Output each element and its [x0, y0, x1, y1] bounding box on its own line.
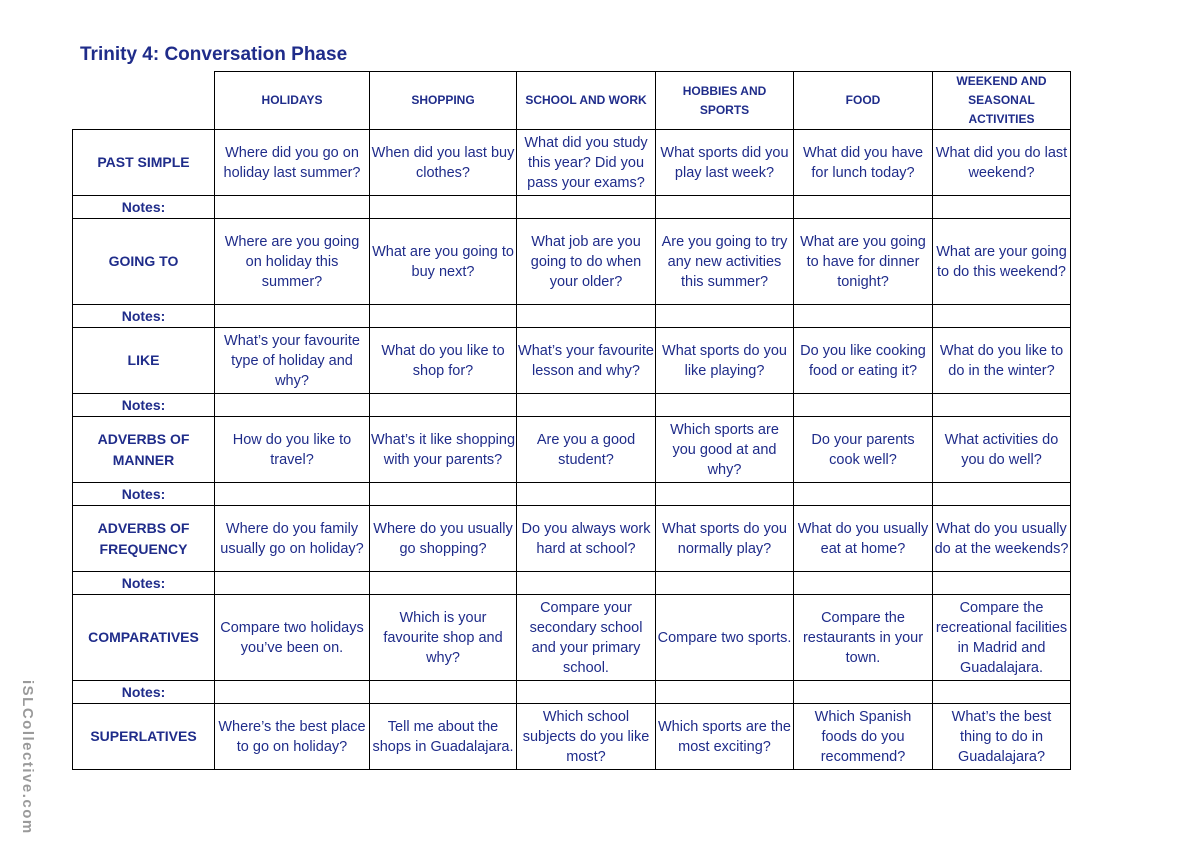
question-cell: Which Spanish foods do you recommend?	[794, 704, 933, 770]
notes-cell[interactable]	[517, 305, 656, 328]
column-header-school-and-work: SCHOOL AND WORK	[517, 72, 656, 130]
notes-row	[73, 681, 1071, 704]
notes-cell[interactable]	[215, 483, 370, 506]
question-cell: Where do you usually go shopping?	[370, 506, 517, 572]
question-cell: Do you like cooking food or eating it?	[794, 328, 933, 394]
notes-cell[interactable]	[517, 483, 656, 506]
notes-cell[interactable]	[656, 483, 794, 506]
notes-cell[interactable]	[370, 572, 517, 595]
question-cell: What sports do you like playing?	[656, 328, 794, 394]
notes-cell[interactable]	[794, 572, 933, 595]
question-cell: Do you always work hard at school?	[517, 506, 656, 572]
question-cell: Which sports are the most exciting?	[656, 704, 794, 770]
question-cell: Which sports are you good at and why?	[656, 417, 794, 483]
question-cell: What are your going to do this weekend?	[933, 219, 1071, 305]
notes-cell[interactable]	[933, 305, 1071, 328]
question-cell: What’s the best thing to do in Guadalajara?	[933, 704, 1071, 770]
notes-cell[interactable]	[370, 196, 517, 219]
question-cell: What job are you going to do when your older?	[517, 219, 656, 305]
question-cell: What’s your favourite type of holiday and why?	[215, 328, 370, 394]
table-row	[73, 328, 1071, 394]
notes-cell[interactable]	[794, 681, 933, 704]
notes-row	[73, 483, 1071, 506]
notes-cell[interactable]	[517, 394, 656, 417]
question-cell: Where are you going on holiday this summer?	[215, 219, 370, 305]
question-cell: Tell me about the shops in Guadalajara.	[370, 704, 517, 770]
notes-cell[interactable]	[215, 305, 370, 328]
row-header-going-to: GOING TO	[73, 219, 215, 305]
question-cell: Compare two sports.	[656, 595, 794, 681]
conversation-table	[72, 71, 1071, 770]
column-header-weekend: WEEKEND AND SEASONAL ACTIVITIES	[933, 72, 1071, 130]
question-cell: How do you like to travel?	[215, 417, 370, 483]
notes-label: Notes:	[73, 681, 215, 704]
notes-cell[interactable]	[794, 483, 933, 506]
question-cell: Compare the restaurants in your town.	[794, 595, 933, 681]
table-row	[73, 219, 1071, 305]
question-cell: Compare two holidays you’ve been on.	[215, 595, 370, 681]
notes-cell[interactable]	[215, 572, 370, 595]
notes-cell[interactable]	[794, 305, 933, 328]
row-header-past-simple: PAST SIMPLE	[73, 130, 215, 196]
question-cell: What’s it like shopping with your parents?	[370, 417, 517, 483]
question-cell: What sports did you play last week?	[656, 130, 794, 196]
notes-cell[interactable]	[517, 196, 656, 219]
question-cell: What do you like to shop for?	[370, 328, 517, 394]
question-cell: What’s your favourite lesson and why?	[517, 328, 656, 394]
notes-cell[interactable]	[794, 196, 933, 219]
row-header-comparatives: COMPARATIVES	[73, 595, 215, 681]
table-row	[73, 417, 1071, 483]
question-cell: What do you usually do at the weekends?	[933, 506, 1071, 572]
notes-cell[interactable]	[370, 305, 517, 328]
table-row	[73, 595, 1071, 681]
notes-cell[interactable]	[933, 681, 1071, 704]
notes-row	[73, 196, 1071, 219]
question-cell: What activities do you do well?	[933, 417, 1071, 483]
notes-cell[interactable]	[656, 572, 794, 595]
table-row	[73, 704, 1071, 770]
notes-cell[interactable]	[370, 681, 517, 704]
question-cell: Where do you family usually go on holiday?	[215, 506, 370, 572]
notes-cell[interactable]	[215, 394, 370, 417]
question-cell: What sports do you normally play?	[656, 506, 794, 572]
notes-label: Notes:	[73, 483, 215, 506]
notes-label: Notes:	[73, 572, 215, 595]
watermark-text: iSLCollective.com	[19, 680, 36, 835]
corner-cell	[73, 72, 215, 130]
column-header-food: FOOD	[794, 72, 933, 130]
column-header-holidays: HOLIDAYS	[215, 72, 370, 130]
question-cell: Compare the recreational facilities in Madrid and Guadalajara.	[933, 595, 1071, 681]
notes-cell[interactable]	[656, 394, 794, 417]
notes-cell[interactable]	[215, 196, 370, 219]
row-header-adverbs-of-frequency: ADVERBS OF FREQUENCY	[73, 506, 215, 572]
notes-cell[interactable]	[656, 305, 794, 328]
notes-row	[73, 305, 1071, 328]
notes-row	[73, 394, 1071, 417]
question-cell: What did you have for lunch today?	[794, 130, 933, 196]
question-cell: Do your parents cook well?	[794, 417, 933, 483]
notes-cell[interactable]	[933, 394, 1071, 417]
column-header-shopping: SHOPPING	[370, 72, 517, 130]
notes-row	[73, 572, 1071, 595]
notes-cell[interactable]	[656, 681, 794, 704]
question-cell: When did you last buy clothes?	[370, 130, 517, 196]
notes-cell[interactable]	[794, 394, 933, 417]
table-row	[73, 506, 1071, 572]
question-cell: Where’s the best place to go on holiday?	[215, 704, 370, 770]
question-cell: What do you usually eat at home?	[794, 506, 933, 572]
question-cell: Are you a good student?	[517, 417, 656, 483]
notes-cell[interactable]	[933, 572, 1071, 595]
question-cell: Are you going to try any new activities this summer?	[656, 219, 794, 305]
question-cell: What do you like to do in the winter?	[933, 328, 1071, 394]
question-cell: What did you study this year? Did you pass your exams?	[517, 130, 656, 196]
question-cell: Where did you go on holiday last summer?	[215, 130, 370, 196]
question-cell: What are you going to buy next?	[370, 219, 517, 305]
notes-cell[interactable]	[215, 681, 370, 704]
question-cell: Which is your favourite shop and why?	[370, 595, 517, 681]
row-header-like: LIKE	[73, 328, 215, 394]
notes-cell[interactable]	[370, 394, 517, 417]
notes-label: Notes:	[73, 196, 215, 219]
notes-label: Notes:	[73, 394, 215, 417]
row-header-superlatives: SUPERLATIVES	[73, 704, 215, 770]
watermark	[8, 680, 44, 840]
question-cell: What did you do last weekend?	[933, 130, 1071, 196]
table-row	[73, 130, 1071, 196]
page-title: Trinity 4: Conversation Phase	[80, 44, 348, 65]
notes-cell[interactable]	[933, 196, 1071, 219]
header-row	[73, 72, 1071, 130]
column-header-hobbies-and-sports: HOBBIES AND SPORTS	[656, 72, 794, 130]
notes-cell[interactable]	[517, 572, 656, 595]
notes-cell[interactable]	[933, 483, 1071, 506]
question-cell: Compare your secondary school and your primary school.	[517, 595, 656, 681]
question-cell: What are you going to have for dinner tonight?	[794, 219, 933, 305]
notes-label: Notes:	[73, 305, 215, 328]
notes-cell[interactable]	[370, 483, 517, 506]
row-header-adverbs-of-manner: ADVERBS OF MANNER	[73, 417, 215, 483]
question-cell: Which school subjects do you like most?	[517, 704, 656, 770]
notes-cell[interactable]	[656, 196, 794, 219]
notes-cell[interactable]	[517, 681, 656, 704]
